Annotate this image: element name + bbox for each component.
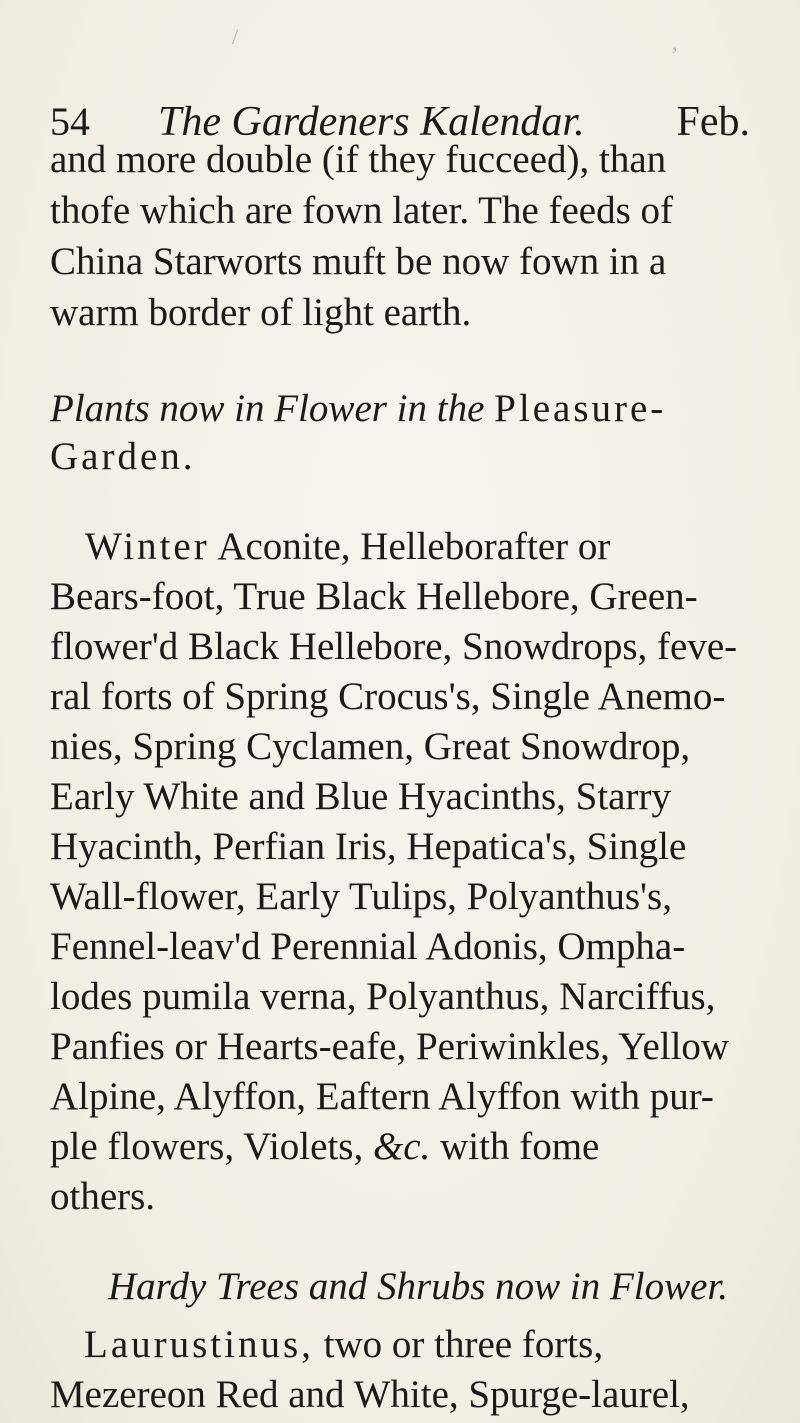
text-span: with fome (440, 1125, 600, 1168)
text-span: Aconite, Helleborafter or (217, 525, 611, 568)
text-span: ple flowers, Violets, (50, 1125, 364, 1168)
text-line: Fennel-leav'd Perennial Adonis, Ompha- (50, 925, 686, 968)
text-line: lodes pumila verna, Polyanthus, Narciffus, (50, 975, 716, 1018)
text-line: Panfies or Hearts-eafe, Periwinkles, Yellow (50, 1025, 730, 1068)
text-line: Wall-flower, Early Tulips, Polyanthus's, (50, 875, 672, 918)
text-line: Alpine, Alyffon, Eaftern Alyffon with pur- (50, 1075, 714, 1118)
running-title: The Gardeners Kalendar. (158, 99, 585, 145)
text-line: others. (50, 1175, 156, 1218)
text-line: warm border of light earth. (50, 291, 472, 334)
heading-caps-text: Pleasure- (494, 387, 667, 430)
page-number: 54 (50, 99, 90, 144)
text-line: flower'd Black Hellebore, Snowdrops, feve- (50, 625, 738, 668)
text-line: China Starworts muft be now fown in a (50, 240, 667, 283)
paper-speck: , (672, 30, 678, 55)
text-line: Hyacinth, Perfian Iris, Hepatica's, Single (50, 825, 687, 868)
text-line: nies, Spring Cyclamen, Great Snowdrop, (50, 725, 691, 768)
lead-word: Winter (85, 525, 210, 568)
text-line: ral forts of Spring Crocus's, Single Anemo- (50, 675, 726, 718)
paper-speck: / (232, 24, 239, 49)
text-line: Early White and Blue Hyacinths, Starry (50, 775, 671, 818)
etc-abbrev: &c. (372, 1125, 431, 1168)
text-line: Bears-foot, True Black Hellebore, Green- (50, 575, 698, 618)
lead-word: Laurustinus, (84, 1323, 314, 1366)
text-line: thofe which are fown later. The feeds of (50, 189, 674, 232)
section-heading-trees-shrubs: Hardy Trees and Shrubs now in Flower. (108, 1265, 729, 1308)
heading-italic-text: Plants now in Flower in the (50, 387, 485, 430)
month-label: Feb. (676, 99, 750, 145)
text-line: Mezereon Red and White, Spurge-laurel, (50, 1373, 690, 1416)
text-line: and more double (if they fucceed), than (50, 138, 667, 181)
text-span: two or three forts, (323, 1323, 604, 1366)
heading-caps-text: Garden. (50, 435, 196, 478)
